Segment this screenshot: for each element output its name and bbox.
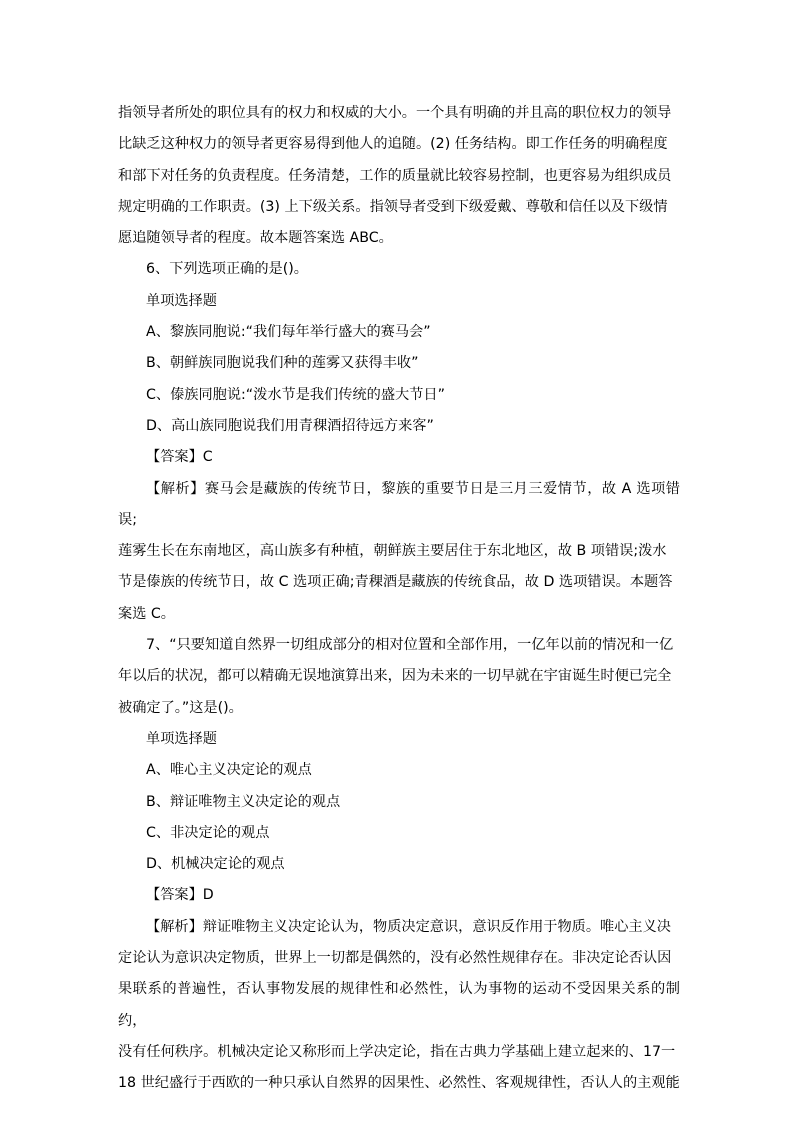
text-line: 莲雾生长在东南地区，高山族多有种植，朝鲜族主要居住于东北地区，故 B 项错误;泼水 (118, 543, 667, 560)
option-a: A、唯心主义决定论的观点 (146, 762, 312, 779)
text-line: 案选 C。 (118, 605, 175, 622)
text-line: 愿追随领导者的程度。故本题答案选 ABC。 (118, 230, 393, 247)
question-7-stem: 7、“只要知道自然界一切组成部分的相对位置和全部作用，一亿年以前的情况和一亿 (146, 637, 674, 654)
text-line: 比缺乏这种权力的领导者更容易得到他人的追随。(2) 任务结构。即工作任务的明确程度 (118, 136, 668, 153)
option-d: D、机械决定论的观点 (146, 856, 285, 873)
answer-label: 【答案】C (146, 449, 213, 466)
text-line: 没有任何秩序。机械决定论又称形而上学决定论，指在古典力学基础上建立起来的、17一 (118, 1043, 676, 1060)
text-line: 果联系的普遍性，否认事物发展的规律性和必然性，认为事物的运动不受因果关系的制约， (118, 981, 680, 1029)
text-line: 和部下对任务的负责程度。任务清楚，工作的质量就比较容易控制，也更容易为组织成员 (118, 167, 672, 184)
option-b: B、辩证唯物主义决定论的观点 (146, 793, 341, 810)
option-c: C、傣族同胞说:“泼水节是我们传统的盛大节日” (146, 386, 445, 403)
document-page (118, 98, 680, 1100)
analysis-text: 【解析】辩证唯物主义决定论认为，物质决定意识，意识反作用于物质。唯心主义决 (146, 918, 671, 935)
text-line: 规定明确的工作职责。(3) 上下级关系。指领导者受到下级爱戴、尊敬和信任以及下级情 (118, 198, 668, 215)
option-a: A、黎族同胞说:“我们每年举行盛大的赛马会” (146, 324, 431, 341)
option-c: C、非决定论的观点 (146, 824, 270, 841)
question-type-label: 单项选择题 (146, 730, 217, 747)
text-line: 被确定了。”这是()。 (118, 699, 243, 716)
text-line: 指领导者所处的职位具有的权力和权威的大小。一个具有明确的并且高的职位权力的领导 (118, 105, 672, 121)
question-type-label: 单项选择题 (146, 292, 217, 309)
text-line: 年以后的状况，都可以精确无误地演算出来，因为未来的一切早就在宇宙诞生时便已完全 (118, 668, 672, 685)
option-d: D、高山族同胞说我们用青稞酒招待远方来客” (146, 417, 434, 434)
text-line: 节是傣族的传统节日，故 C 选项正确;青稞酒是藏族的传统食品，故 D 选项错误。本题答 (118, 574, 673, 591)
text-line: 定论认为意识决定物质，世界上一切都是偶然的，没有必然性规律存在。非决定论否认因 (118, 950, 672, 967)
text-line: 18 世纪盛行于西欧的一种只承认自然界的因果性、必然性、客观规律性，否认人的主观能 (118, 1075, 680, 1092)
option-b: B、朝鲜族同胞说我们种的莲雾又获得丰收” (146, 355, 419, 372)
answer-label: 【答案】D (146, 887, 214, 904)
question-6-stem: 6、下列选项正确的是()。 (146, 261, 308, 278)
analysis-text: 【解析】赛马会是藏族的传统节日，黎族的重要节日是三月三爱情节，故 A 选项错误; (118, 480, 680, 528)
